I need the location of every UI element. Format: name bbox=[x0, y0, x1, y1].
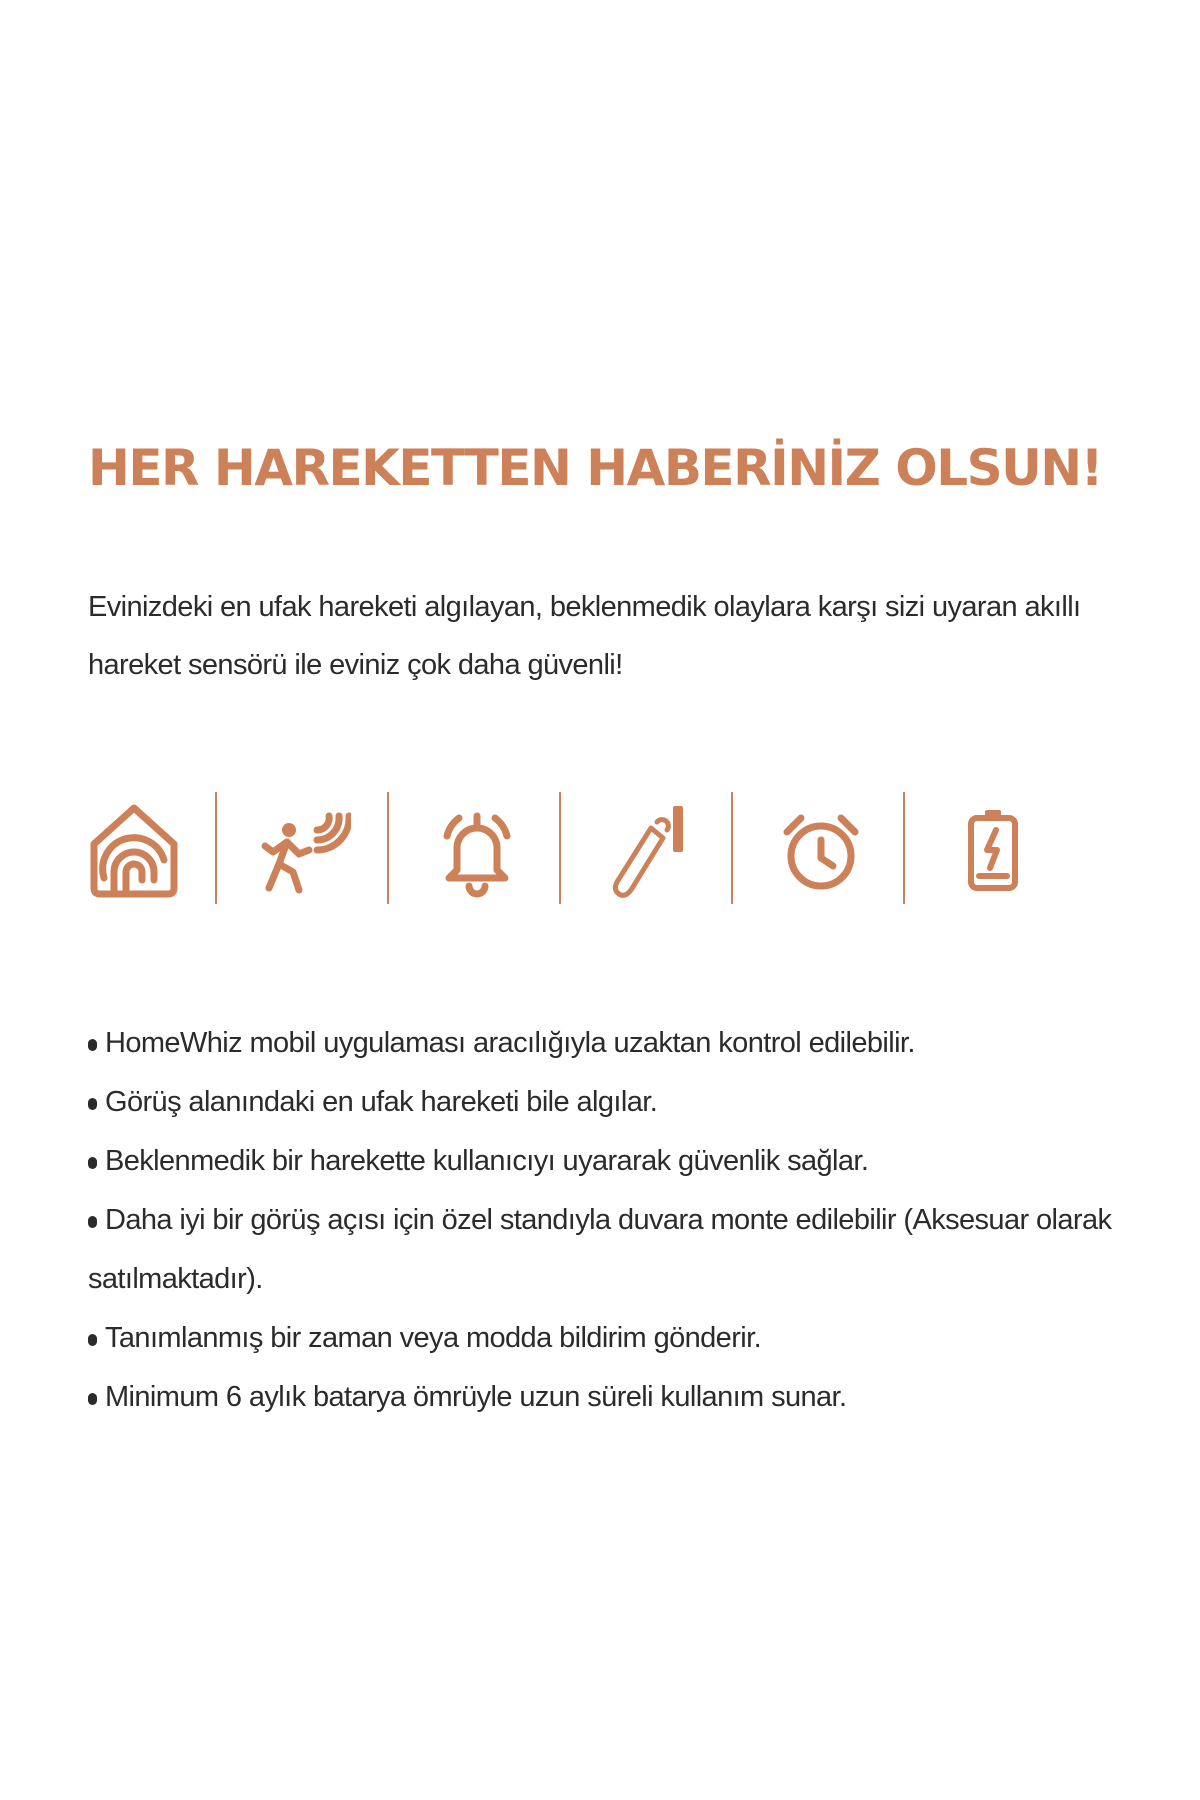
list-item bbox=[88, 1132, 1148, 1191]
bullet-icon bbox=[88, 1157, 97, 1169]
feature-icon-row bbox=[84, 790, 1044, 910]
page-title: HER HAREKETTEN HABERİNİZ OLSUN! bbox=[88, 439, 1102, 497]
list-item bbox=[88, 1073, 1148, 1132]
list-item bbox=[88, 1309, 1148, 1368]
icon-divider bbox=[215, 792, 217, 904]
feature-text: Tanımlanmış bir zaman veya modda bildirim gönderir. bbox=[105, 1322, 762, 1354]
icon-divider bbox=[903, 792, 905, 904]
bell-icon bbox=[427, 790, 527, 910]
bullet-icon bbox=[88, 1216, 97, 1228]
feature-text: Beklenmedik bir harekette kullanıcıyı uyararak güvenlik sağlar. bbox=[105, 1145, 869, 1177]
icon-divider bbox=[731, 792, 733, 904]
icon-divider bbox=[387, 792, 389, 904]
bullet-icon bbox=[88, 1098, 97, 1110]
bullet-icon bbox=[88, 1039, 97, 1051]
icon-divider bbox=[559, 792, 561, 904]
motion-detection-icon bbox=[255, 790, 355, 910]
bullet-icon bbox=[88, 1393, 97, 1405]
battery-icon bbox=[943, 790, 1043, 910]
wall-mount-icon bbox=[599, 790, 699, 910]
list-item bbox=[88, 1368, 1148, 1427]
intro-text: Evinizdeki en ufak hareketi algılayan, beklenmedik olaylara karşı sizi uyaran akıllı hareket sensörü ile eviniz çok daha güvenli! bbox=[88, 591, 1081, 681]
feature-list bbox=[88, 1014, 1148, 1427]
alarm-clock-icon bbox=[771, 790, 871, 910]
feature-text: Minimum 6 aylık batarya ömrüyle uzun süreli kullanım sunar. bbox=[105, 1381, 847, 1413]
smart-home-icon bbox=[84, 790, 184, 910]
list-item bbox=[88, 1191, 1148, 1309]
list-item bbox=[88, 1014, 1148, 1073]
feature-text: HomeWhiz mobil uygulaması aracılığıyla uzaktan kontrol edilebilir. bbox=[105, 1027, 915, 1059]
feature-text: Daha iyi bir görüş açısı için özel standıyla duvara monte edilebilir (Aksesuar olarak satılmaktadır). bbox=[88, 1204, 1112, 1295]
feature-text: Görüş alanındaki en ufak hareketi bile algılar. bbox=[105, 1086, 658, 1118]
bullet-icon bbox=[88, 1334, 97, 1346]
